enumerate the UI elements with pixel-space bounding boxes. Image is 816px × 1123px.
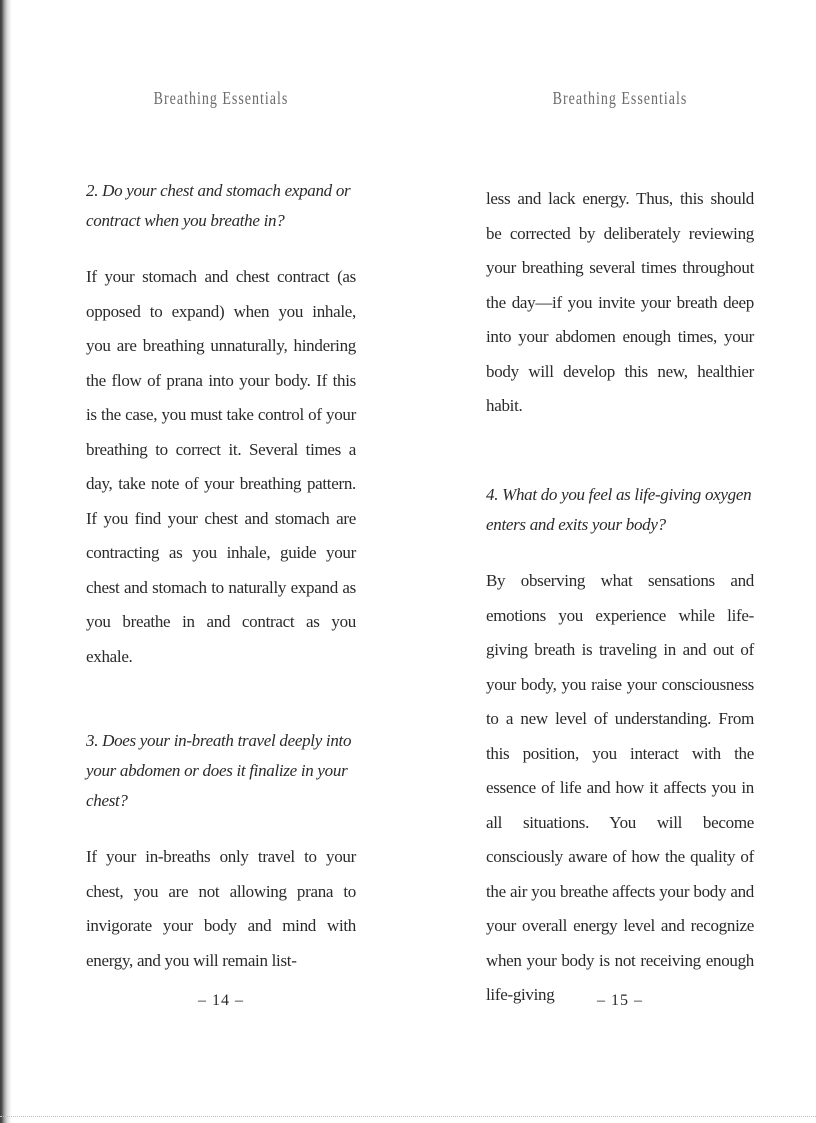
left-page bbox=[86, 0, 356, 1123]
continuation-text: less and lack energy. Thus, this should be corrected by deliberately reviewing your breathing several times throughout the day—if you invite your breath deep into your abdomen enough times, your body will develop this new, healthier habit. bbox=[486, 189, 754, 415]
section-4-body: By observing what sensations and emotions you experience while life-giving breath is traveling in and out of your body, you raise your consciousness to a new level of understanding. From this position, you interact with the essence of life and how it affects you in all situations. You will become consciously aware of how the quality of the air you breathe affects your body and your overall energy level and recognize when your body is not receiving enough life-giving bbox=[486, 571, 754, 1004]
section-3-body: If your in-breaths only travel to your chest, you are not allowing prana to invigorate your body and mind with energy, and you will remain list- bbox=[86, 847, 356, 970]
continuation-paragraph bbox=[486, 182, 754, 424]
section-4 bbox=[486, 480, 754, 1013]
section-4-question: 4. What do you feel as life-giving oxygen enters and exits your body? bbox=[486, 485, 752, 534]
left-page-number: – 14 – bbox=[198, 992, 244, 1009]
right-page bbox=[486, 0, 754, 1123]
left-running-head: Breathing Essentials bbox=[153, 90, 289, 109]
section-3 bbox=[86, 726, 356, 978]
section-2-body: If your stomach and chest contract (as opposed to expand) when you inhale, you are breathing unnaturally, hindering the flow of prana into your body. If this is the case, you must take control of your breathing to correct it. Several times a day, take note of your breathing pattern. If you find your chest and stomach are contracting as you inhale, guide your chest and stomach to naturally expand as you breathe in and contract as you exhale. bbox=[86, 267, 356, 666]
section-2 bbox=[86, 176, 356, 674]
right-page-number: – 15 – bbox=[597, 992, 643, 1009]
section-2-question: 2. Do your chest and stomach expand or contract when you breathe in? bbox=[86, 181, 351, 230]
right-running-head: Breathing Essentials bbox=[552, 90, 688, 109]
book-spine-shadow bbox=[0, 0, 12, 1123]
section-3-question: 3. Does your in-breath travel deeply into your abdomen or does it finalize in your chest? bbox=[86, 731, 352, 810]
